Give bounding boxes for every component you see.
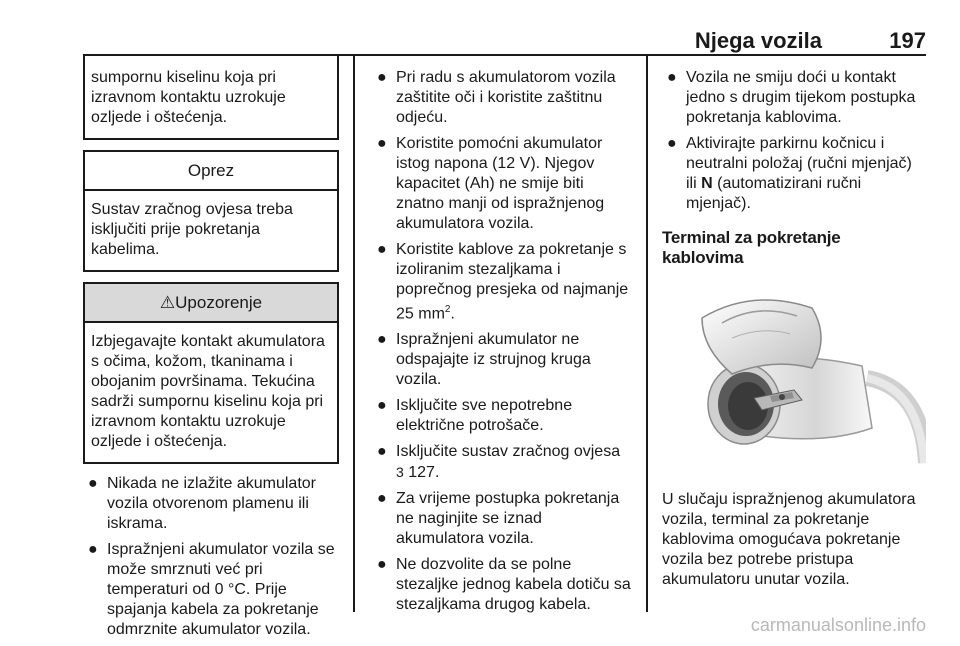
- warning-triangle-icon: ⚠: [159, 293, 176, 312]
- page-reference-arrow-icon[interactable]: 3: [396, 464, 404, 481]
- list-item: ● Ispražnjeni akumulator vozila se može smrznuti već pri temperaturi od 0 °C. Prije spajanja kabela za pokretanje odmrznite akumulator vozila.: [88, 541, 335, 638]
- section-title: Terminal za pokretanje kablovima: [662, 228, 841, 267]
- caution-box-title: Oprez: [85, 152, 337, 191]
- bullet-dot: ●: [377, 331, 387, 349]
- bullet-list-col2: [372, 68, 634, 615]
- bullet-dot: ●: [667, 135, 677, 152]
- page-header-title: Njega vozila: [694, 28, 822, 53]
- column-2: [372, 68, 634, 621]
- column-3: [662, 68, 926, 590]
- list-item: ● Ne dozvolite da se polne stezaljke jednog kabela dotiču sa stezaljkama drugog kabela.: [377, 556, 631, 614]
- bullet-list-col1: [83, 474, 339, 640]
- warning-box-text: Izbjegavajte kontakt akumulatora s očima, kožom, tkaninama i obojanim površinama. Tekućina sadrži sumpornu kiselinu koja pri izravnom kontaktu uzrokuje ozljede i oštećenja.: [91, 333, 325, 450]
- bullet-dot: ●: [377, 443, 387, 461]
- page-reference-link[interactable]: 127.: [403, 464, 440, 482]
- continued-warning-box: [83, 56, 339, 140]
- bullet-dot: ●: [377, 397, 387, 415]
- bullet-dot: ●: [88, 541, 98, 558]
- list-item: ● Koristite pomoćni akumulator istog napona (12 V). Njegov kapacitet (Ah) ne smije biti znatno manji od ispražnjenog akumulatora vozila.: [377, 135, 605, 232]
- warning-box-header: [85, 284, 337, 323]
- warning-box-title: Upozorenje: [175, 293, 263, 312]
- bullet-dot: ●: [667, 69, 677, 86]
- bullet-dot: ●: [377, 490, 387, 508]
- list-item: ● Pri radu s akumulatorom vozila zaštitite oči i koristite zaštitnu odjeću.: [377, 69, 616, 126]
- list-item: ● Aktivirajte parkirnu kočnicu i neutralni položaj (ručni mjenjač) ili N (automatizirani ručni mjenjač).: [667, 135, 912, 212]
- bullet-dot: ●: [377, 241, 387, 258]
- list-item: ● Isključite sustav zračnog ovjesa 3 127.: [377, 443, 621, 482]
- column-divider-2: [646, 56, 648, 612]
- page-number: 197: [889, 28, 926, 53]
- list-item: ● Za vrijeme postupka pokretanja ne naginjite se iznad akumulatora vozila.: [377, 490, 620, 548]
- list-item: ● Vozila ne smiju doći u kontakt jedno s drugim tijekom postupka pokretanja kablovima.: [667, 69, 916, 126]
- paragraph: U slučaju ispražnjenog akumulatora vozila, terminal za pokretanje kablovima omogućava pokretanje vozila bez potrebe pristupa akumulatoru unutar vozila.: [662, 491, 916, 588]
- bullet-dot: ●: [377, 69, 387, 86]
- jump-start-terminal-image: [662, 278, 926, 476]
- list-item: ● Nikada ne izlažite akumulator vozila otvorenom plamenu ili iskrama.: [88, 475, 316, 532]
- list-item: ● Koristite kablove za pokretanje s izoliranim stezaljkama i poprečnog presjeka od najmanje 25 $mm^2$.: [377, 241, 629, 323]
- watermark: carmanualsonline.info: [750, 615, 926, 635]
- bullet-list-col3: [662, 68, 926, 214]
- bullet-dot: ●: [88, 475, 98, 492]
- list-item: ● Ispražnjeni akumulator ne odspajajte iz strujnog kruga vozila.: [377, 331, 591, 389]
- column-1: [83, 56, 339, 646]
- jump-start-terminal-illustration: [662, 278, 926, 476]
- caution-box-text: Sustav zračnog ovjesa treba isključiti prije pokretanja kabelima.: [91, 201, 293, 258]
- caution-box: [83, 150, 339, 272]
- list-item: ● Isključite sve nepotrebne električne potrošače.: [377, 397, 573, 435]
- column-divider-1: [353, 56, 355, 612]
- bullet-dot: ●: [377, 556, 387, 574]
- bullet-dot: ●: [377, 135, 387, 152]
- warning-box: [83, 282, 339, 464]
- continued-warning-text: sumpornu kiselinu koja pri izravnom kontaktu uzrokuje ozljede i oštećenja.: [91, 69, 286, 126]
